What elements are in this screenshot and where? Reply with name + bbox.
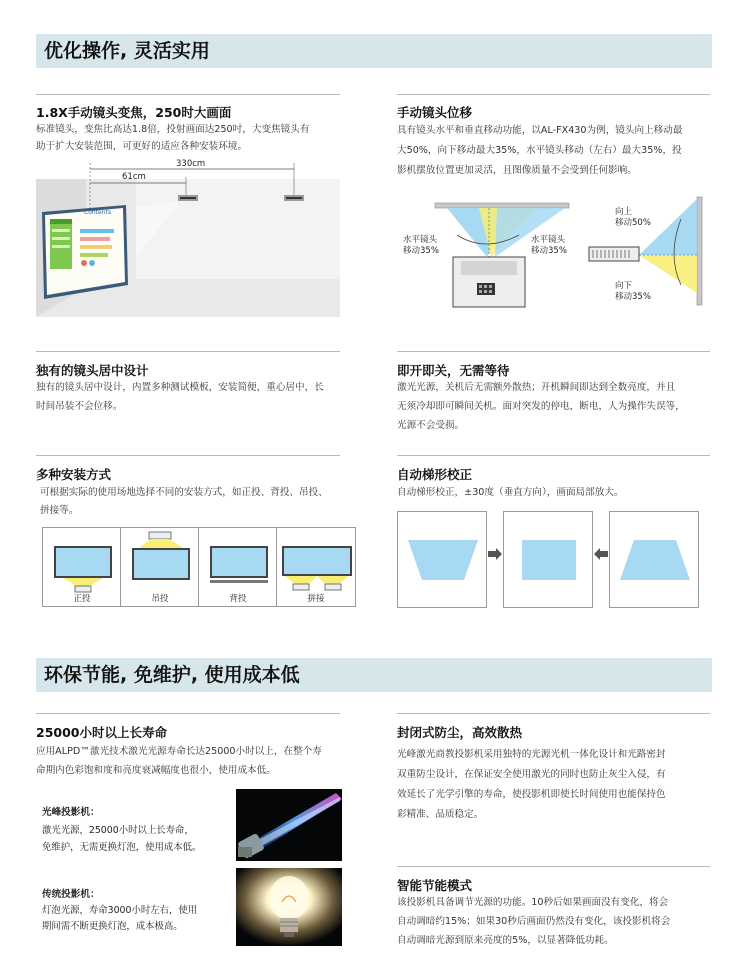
zoom-text-line: 助于扩大安装范围，可更好的适应各种安装环境。 — [36, 141, 248, 152]
divider — [36, 713, 340, 714]
install-mode-label: 拼接 — [307, 594, 325, 604]
horizontal-shift-right-label — [531, 235, 567, 257]
dimension-label-330: 330cm — [176, 159, 206, 169]
install-heading: 多种安装方式 — [36, 467, 112, 482]
label-line: 水平镜头 — [403, 235, 438, 245]
laser-note-title: 光峰投影机： — [42, 807, 100, 818]
instant-on-text-line: 无须冷却即可瞬间关机。面对突发的停电，断电，人为操作失误等， — [397, 401, 685, 412]
lens-shift-text-line: 影机摆放位置更加灵活，且图像质量不会受到任何影响。 — [397, 165, 637, 176]
divider — [397, 866, 710, 867]
install-text-line: 拼接等。 — [40, 505, 79, 516]
section-banner-operation — [36, 34, 712, 68]
zoom-illustration — [36, 157, 340, 317]
vertical-shift-down-label — [615, 281, 651, 303]
center-design-heading: 独有的镜头居中设计 — [36, 363, 149, 378]
lamp-note-title: 传统投影机： — [42, 889, 100, 900]
laser-projector-note — [36, 789, 232, 861]
zoom-heading: 1.8X手动镜头变焦，250时大画面 — [36, 105, 232, 120]
install-mode-front — [42, 527, 122, 607]
divider — [36, 455, 340, 456]
lifetime-text-line: 命期内色彩饱和度和亮度衰减幅度也很小，使用成本低。 — [36, 765, 276, 776]
divider — [397, 713, 710, 714]
center-design-text-line: 时间吊装不会位移。 — [36, 401, 123, 412]
arrow-right-icon — [488, 548, 502, 560]
zoom-text-line: 标准镜头，变焦比高达1.8倍，投射画面达250吋，大变焦镜头有 — [36, 124, 310, 135]
lamp-note-line: 灯泡光源，寿命3000小时左右，使用 — [42, 905, 198, 916]
dimension-label-61: 61cm — [122, 172, 146, 182]
section-title: 环保节能, 免维护, 使用成本低 — [44, 664, 300, 686]
lifetime-text-line: 应用ALPD™激光技术激光光源寿命长达25000小时以上，在整个寿 — [36, 746, 322, 757]
laser-note-line: 激光光源，25000小时以上长寿命， — [42, 825, 194, 836]
laser-note-line: 免维护，无需更换灯泡，使用成本低。 — [42, 842, 202, 853]
instant-on-text-line: 激光光源，关机后无需额外散热；开机瞬间即达到全数亮度，并且 — [397, 382, 676, 393]
lens-shift-horizontal-diagram — [397, 195, 577, 310]
keystone-text-line: 自动梯形校正，±30度（垂直方向），画面局部放大。 — [397, 487, 624, 498]
horizontal-shift-left-label — [403, 235, 439, 257]
eco-mode-heading: 智能节能模式 — [397, 878, 473, 893]
install-mode-label: 背投 — [229, 594, 247, 604]
label-line: 移动50% — [615, 218, 651, 228]
label-line: 移动35% — [403, 246, 439, 256]
laser-light-image — [236, 789, 342, 861]
eco-mode-text-line: 该投影机具备调节光源的功能。10秒后如果画面没有变化，将会 — [397, 897, 669, 908]
label-line: 水平镜头 — [531, 235, 566, 245]
keystone-distorted-top — [397, 511, 487, 608]
instant-on-heading: 即开即关，无需等待 — [397, 363, 510, 378]
install-mode-rear — [198, 527, 278, 607]
eco-mode-text-line: 自动调暗约15%；如果30秒后画面仍然没有变化，该投影机将会 — [397, 916, 671, 927]
dustproof-heading: 封闭式防尘，高效散热 — [397, 725, 523, 740]
lens-shift-heading: 手动镜头位移 — [397, 105, 473, 120]
eco-mode-text-line: 自动调暗光源到原来亮度的5%，以显著降低功耗。 — [397, 935, 614, 946]
install-mode-label: 正投 — [73, 594, 91, 604]
divider — [397, 455, 710, 456]
keystone-corrected — [503, 511, 593, 608]
screen-content-title: Contents — [84, 209, 111, 216]
light-bulb-image — [236, 868, 342, 946]
dustproof-text-line: 双重防尘设计，在保证安全使用激光的同时也防止灰尘入侵，有 — [397, 769, 666, 780]
vertical-shift-up-label — [615, 207, 651, 229]
install-mode-ceiling — [120, 527, 200, 607]
lamp-projector-note — [36, 873, 232, 937]
divider — [36, 351, 340, 352]
screen — [132, 548, 190, 580]
dustproof-text-line: 光峰激光商教投影机采用独特的光源光机一体化设计和光路密封 — [397, 749, 666, 760]
label-line: 移动35% — [615, 292, 651, 302]
label-line: 向上 — [615, 207, 633, 217]
lens-shift-text-line: 具有镜头水平和垂直移动功能，以AL-FX430为例，镜头向上移动最 — [397, 125, 683, 136]
center-design-text-line: 独有的镜头居中设计，内置多种测试模板，安装简便，重心居中，长 — [36, 382, 324, 393]
instant-on-text-line: 光源不会受损。 — [397, 420, 465, 431]
dustproof-text-line: 彩精准、品质稳定。 — [397, 809, 484, 820]
section-title: 优化操作, 灵活实用 — [44, 40, 210, 62]
divider — [397, 351, 710, 352]
install-text-line: 可根据实际的使用场地选择不同的安装方式，如正投、背投、吊投、 — [40, 487, 328, 498]
dustproof-text-line: 效延长了光学引擎的寿命，使投影机即使长时间使用也能保持色 — [397, 789, 666, 800]
install-mode-blending — [276, 527, 356, 607]
divider — [36, 94, 340, 95]
section-banner-eco — [36, 658, 712, 692]
label-line: 向下 — [615, 281, 633, 291]
install-mode-label: 吊投 — [151, 594, 169, 604]
lifetime-heading: 25000小时以上长寿命 — [36, 725, 167, 740]
divider — [397, 94, 710, 95]
label-line: 移动35% — [531, 246, 567, 256]
lamp-note-line: 期间需不断更换灯泡，成本极高。 — [42, 921, 183, 932]
lens-shift-text-line: 大50%，向下移动最大35%，水平镜头移动（左右）最大35%，投 — [397, 145, 682, 156]
keystone-heading: 自动梯形校正 — [397, 467, 473, 482]
keystone-distorted-bottom — [609, 511, 699, 608]
lens-shift-vertical-diagram — [585, 195, 710, 310]
arrow-left-icon — [594, 548, 608, 560]
